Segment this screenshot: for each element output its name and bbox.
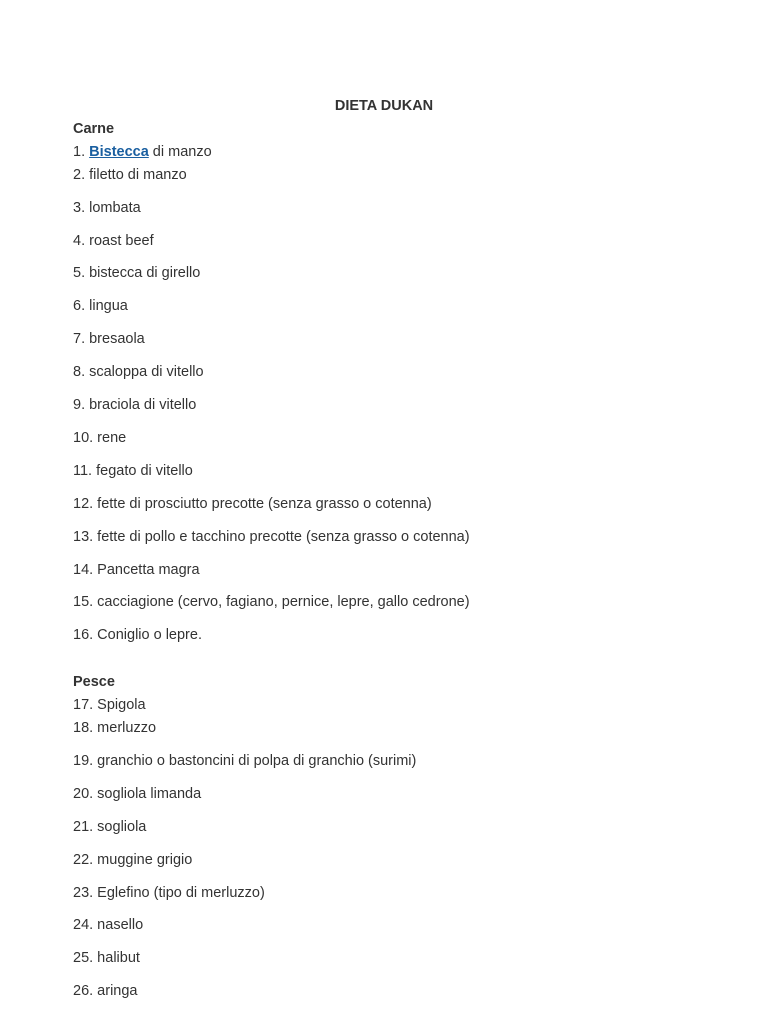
- list-item: 21. sogliola: [73, 819, 147, 835]
- list-item-text: di manzo: [148, 144, 212, 160]
- list-item: 7. bresaola: [73, 331, 145, 347]
- list-item: 8. scaloppa di vitello: [73, 364, 204, 380]
- list-item: 16. Coniglio o lepre.: [73, 627, 202, 643]
- section-heading-carne: Carne: [73, 121, 115, 137]
- bistecca-link[interactable]: Bistecca: [89, 144, 149, 160]
- list-item: 13. fette di pollo e tacchino precotte (senza grasso o cotenna): [73, 529, 470, 545]
- list-item: 4. roast beef: [73, 233, 154, 249]
- list-item: [73, 142, 212, 162]
- list-item: 6. lingua: [73, 298, 128, 314]
- list-item: 26. aringa: [73, 983, 138, 999]
- list-item: 12. fette di prosciutto precotte (senza grasso o cotenna): [73, 496, 432, 512]
- list-item: 9. braciola di vitello: [73, 397, 197, 413]
- list-item: 3. lombata: [73, 200, 141, 216]
- list-item: 23. Eglefino (tipo di merluzzo): [73, 885, 265, 901]
- list-item: 15. cacciagione (cervo, fagiano, pernice, lepre, gallo cedrone): [73, 594, 470, 610]
- list-item: 24. nasello: [73, 917, 144, 933]
- list-item: 5. bistecca di girello: [73, 265, 201, 281]
- list-item: 19. granchio o bastoncini di polpa di granchio (surimi): [73, 753, 417, 769]
- list-item: 10. rene: [73, 430, 127, 446]
- list-item: 25. halibut: [73, 950, 140, 966]
- list-item: 20. sogliola limanda: [73, 786, 202, 802]
- list-item: 2. filetto di manzo: [73, 167, 187, 183]
- list-item: 14. Pancetta magra: [73, 562, 200, 578]
- list-item-number: 1.: [73, 144, 86, 160]
- list-item: 22. muggine grigio: [73, 852, 193, 868]
- list-item: 18. merluzzo: [73, 720, 157, 736]
- document-title: DIETA DUKAN: [334, 98, 434, 114]
- list-item: 11. fegato di vitello: [73, 463, 193, 479]
- section-heading-pesce: Pesce: [73, 674, 115, 690]
- list-item: 17. Spigola: [73, 697, 146, 713]
